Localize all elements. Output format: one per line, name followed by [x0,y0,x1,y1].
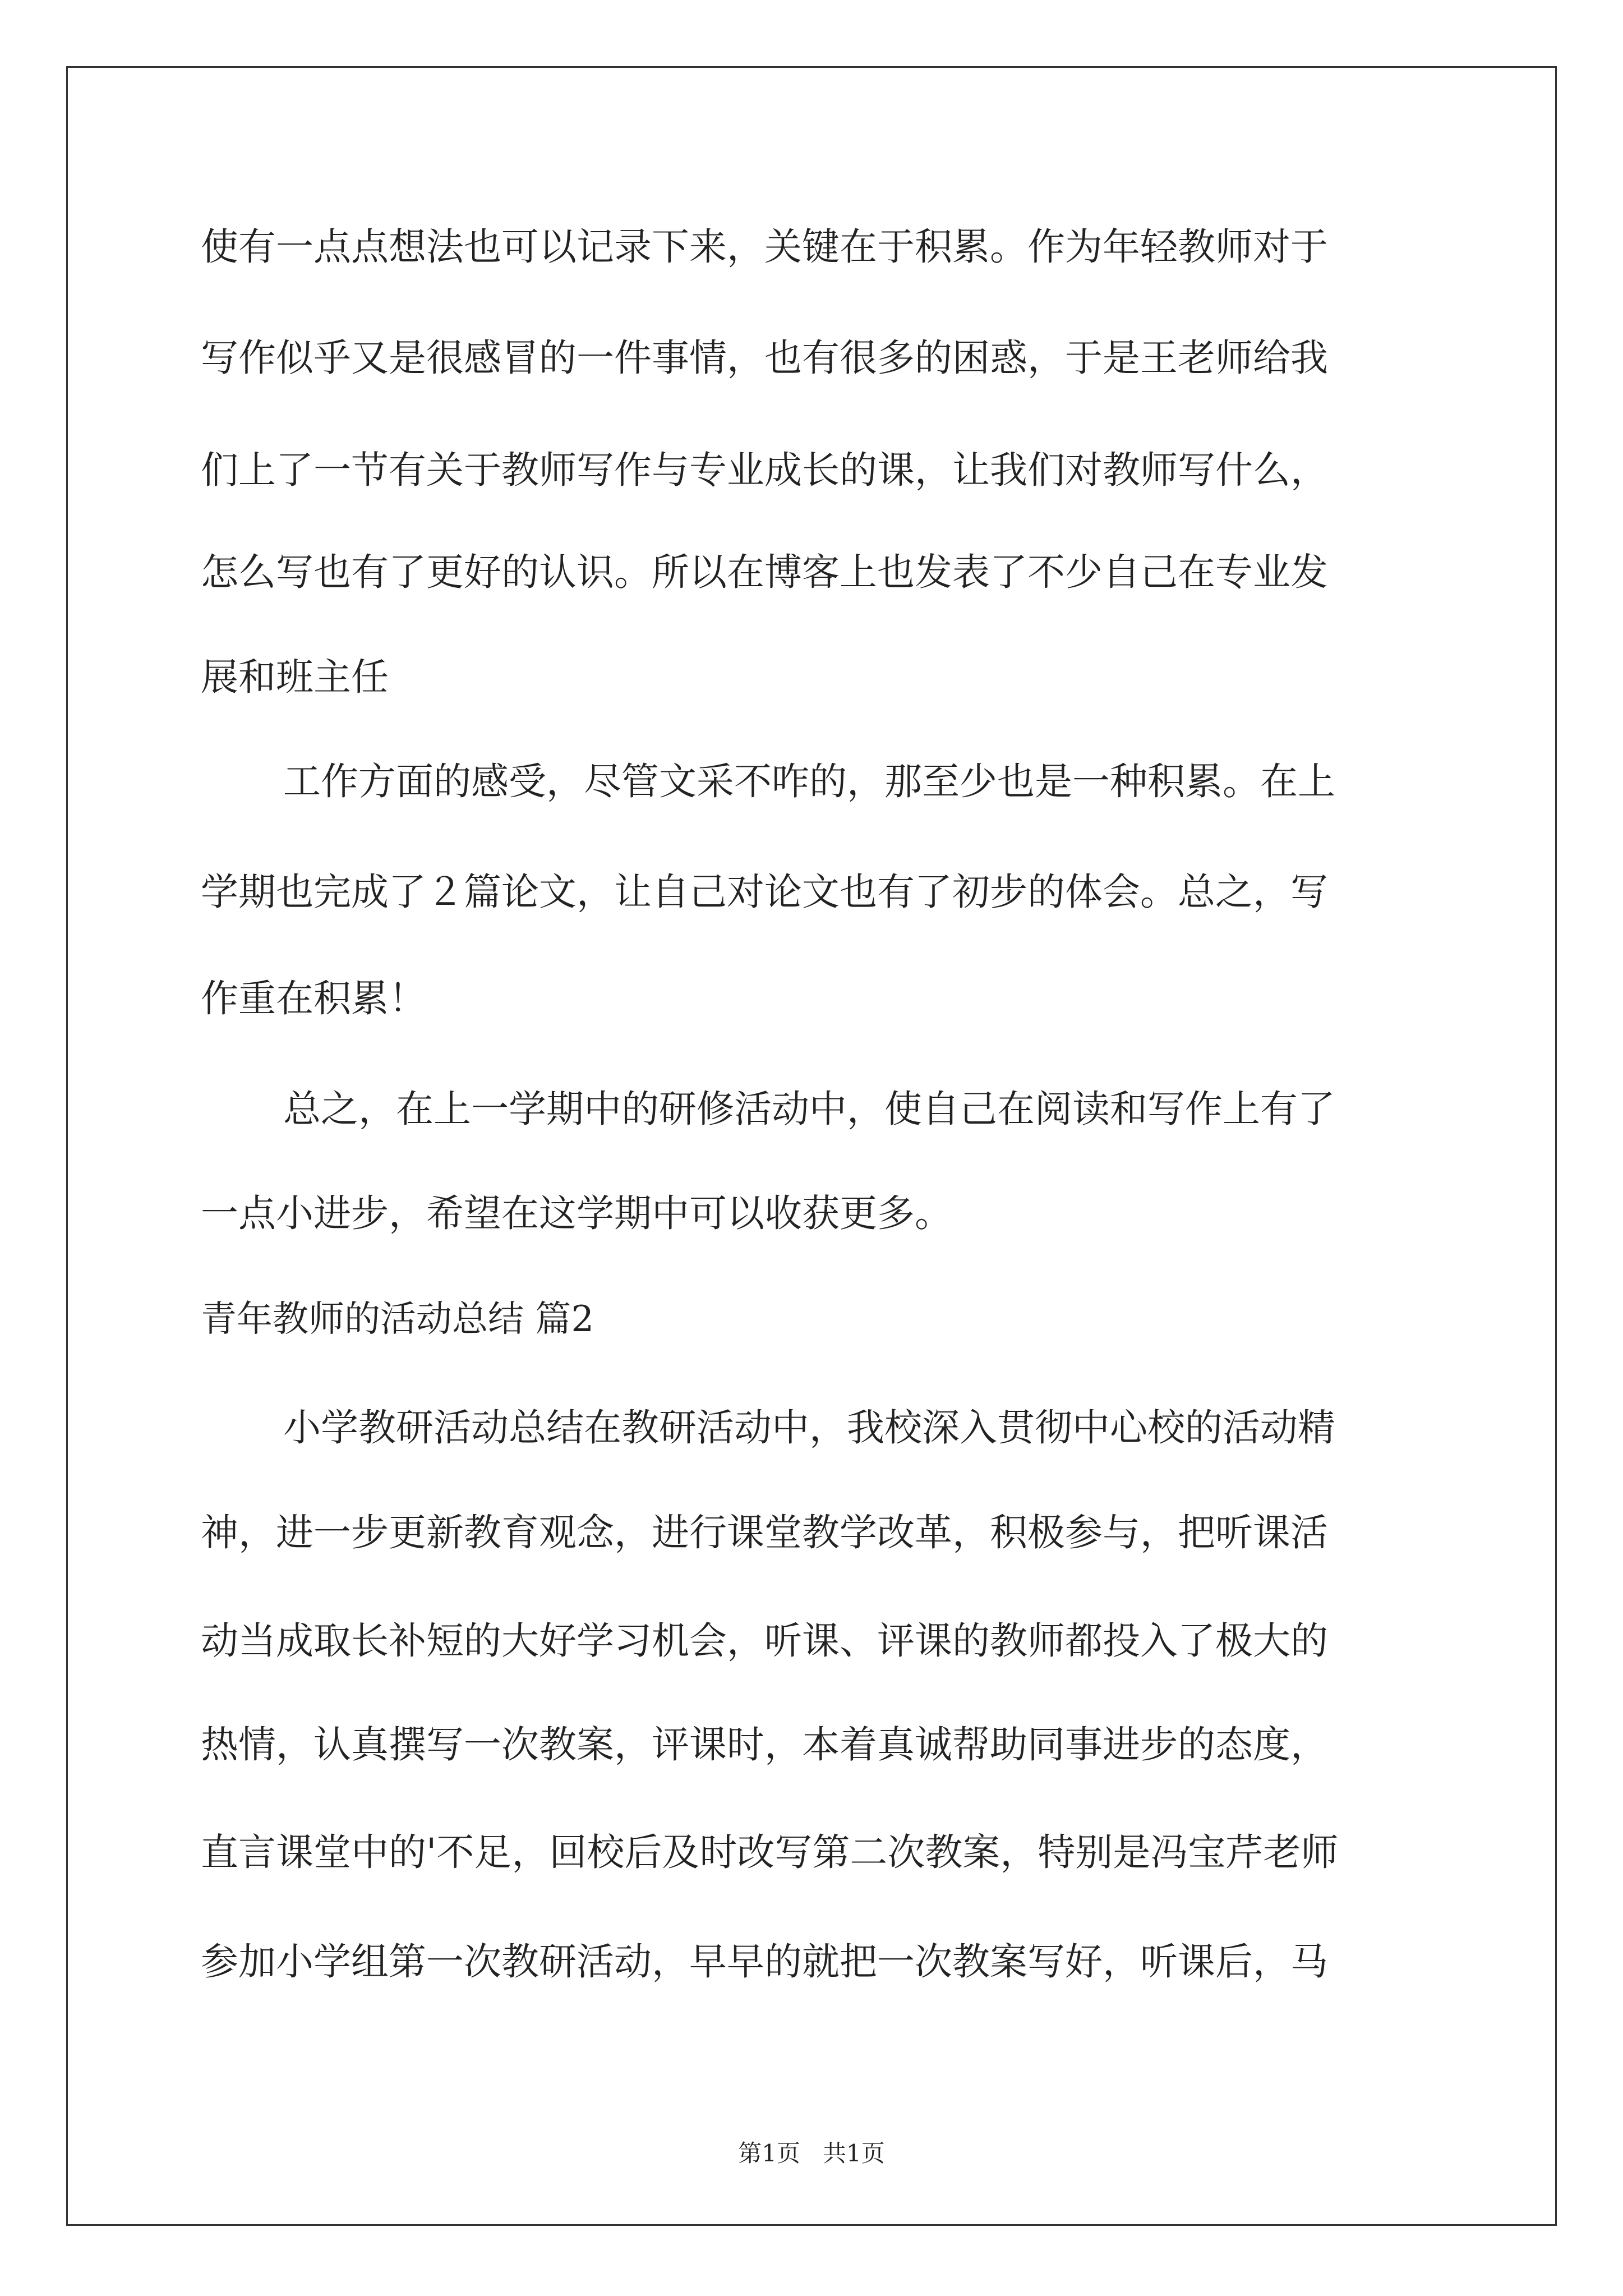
text-line: 学期也完成了２篇论文，让自己对论文也有了初步的体会。总之，写 [201,870,1328,914]
text-line: 一点小进步，希望在这学期中可以收获更多。 [201,1191,952,1235]
text-line: 热情，认真撰写一次教案，评课时，本着真诚帮助同事进步的态度， [201,1723,1328,1766]
text-line: 动当成取长补短的大好学习机会，听课、评课的教师都投入了极大的 [201,1619,1328,1663]
section-heading: 青年教师的活动总结 篇2 [201,1299,594,1340]
page-footer [0,2139,1623,2168]
text-line: 怎么写也有了更好的认识。所以在博客上也发表了不少自己在专业发 [201,550,1328,594]
text-line: 小学教研活动总结在教研活动中，我校深入贯彻中心校的活动精 [283,1406,1335,1450]
text-line: 参加小学组第一次教研活动，早早的就把一次教案写好，听课后，马 [201,1940,1328,1984]
text-line: 们上了一节有关于教师写作与专业成长的课，让我们对教师写什么， [201,448,1328,492]
text-line: 展和班主任 [201,655,389,699]
text-line: 直言课堂中的'不足，回校后及时改写第二次教案，特别是冯宝芹老师 [201,1830,1339,1874]
page-border [66,66,1557,2226]
text-line: 使有一点点想法也可以记录下来，关键在于积累。作为年轻教师对于 [201,225,1328,269]
page-number-current: 第1页 [738,2139,800,2167]
page-number-total: 共1页 [823,2139,885,2167]
text-line: 总之，在上一学期中的研修活动中，使自己在阅读和写作上有了 [283,1087,1335,1131]
text-line: 写作似乎又是很感冒的一件事情，也有很多的困惑，于是王老师给我 [201,336,1328,380]
text-line: 工作方面的感受，尽管文采不咋的，那至少也是一种积累。在上 [283,760,1335,803]
text-line: 作重在积累！ [201,977,426,1020]
text-line: 神，进一步更新教育观念，进行课堂教学改革，积极参与，把听课活 [201,1511,1328,1554]
